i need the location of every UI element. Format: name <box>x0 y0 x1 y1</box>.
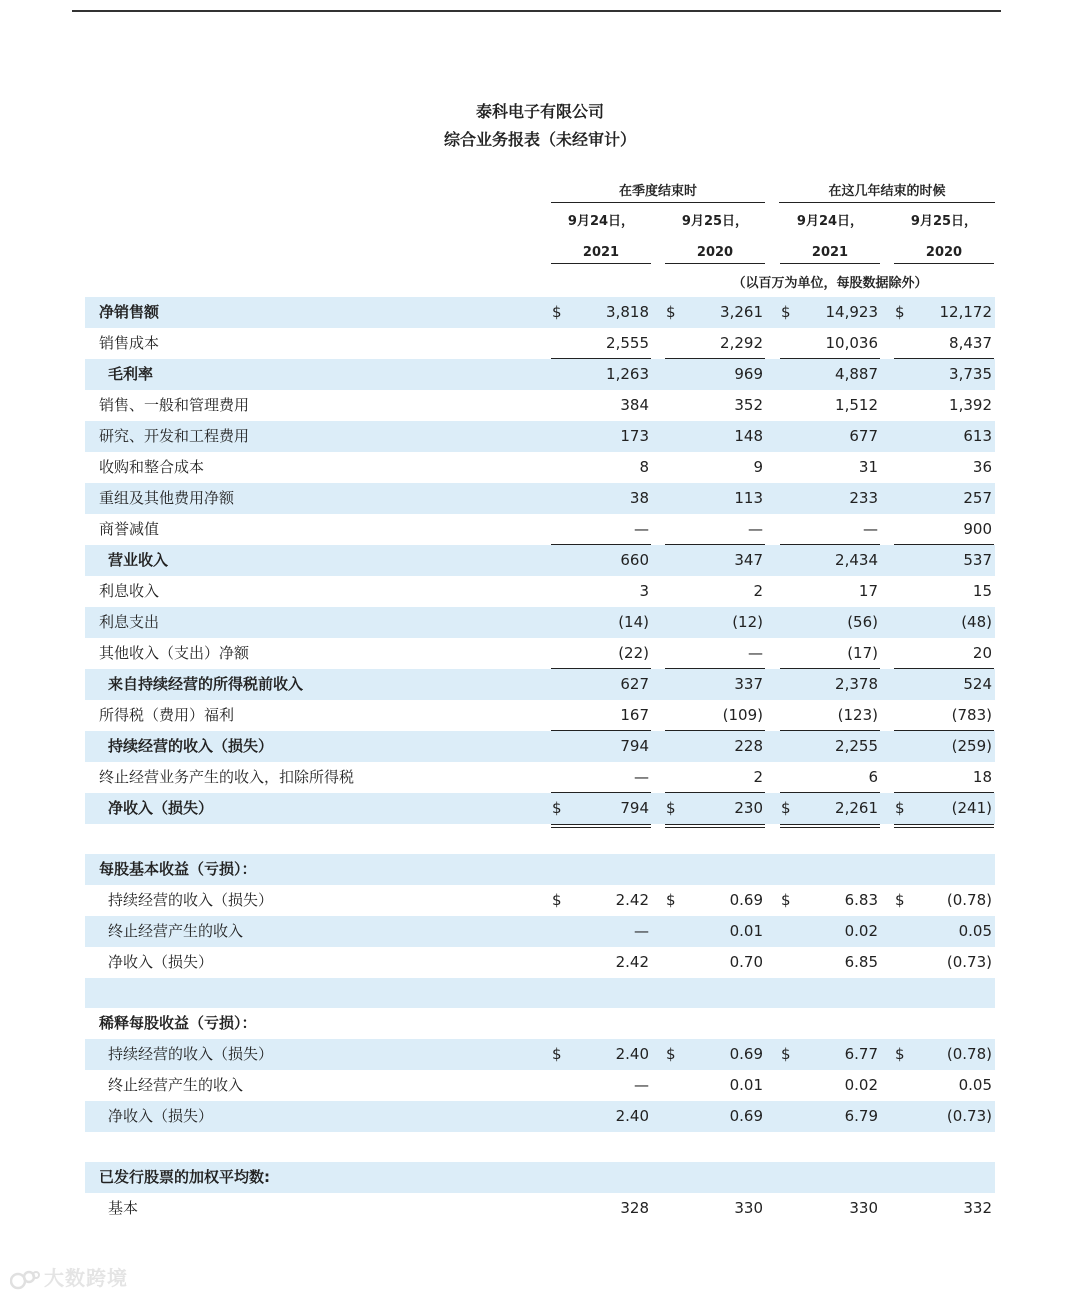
income-statement-table <box>85 297 995 1224</box>
value-cell <box>780 607 880 638</box>
table-row <box>85 297 995 328</box>
watermark <box>10 1263 128 1293</box>
cell-value: 337 <box>734 675 763 693</box>
cell-value: 15 <box>972 582 992 600</box>
value-cell <box>780 576 880 607</box>
cell-value: 3,818 <box>606 303 649 321</box>
value-cell <box>894 1162 994 1193</box>
value-cell <box>665 576 765 607</box>
spacer-row <box>85 978 995 1008</box>
value-cell <box>894 576 994 607</box>
header-group-quarter: 在季度结束时 <box>551 182 765 203</box>
spacer-row <box>85 824 995 854</box>
value-cell <box>894 1070 994 1101</box>
value-cell <box>894 514 994 545</box>
value-cell <box>894 483 994 514</box>
table-row <box>85 669 995 700</box>
value-cell <box>551 1193 651 1224</box>
value-cell <box>665 947 765 978</box>
table-row <box>85 359 995 390</box>
cell-value: — <box>634 520 649 538</box>
cell-value: 537 <box>963 551 992 569</box>
currency-symbol: $ <box>552 799 562 817</box>
cell-value: 332 <box>963 1199 992 1217</box>
table-row <box>85 1162 995 1193</box>
table-row <box>85 1070 995 1101</box>
value-cell <box>894 359 994 390</box>
row-label: 所得税（费用）福利 <box>99 706 235 724</box>
row-label: 净收入（损失） <box>108 799 214 817</box>
cell-value: — <box>748 520 763 538</box>
value-cell <box>665 483 765 514</box>
cell-value: 1,263 <box>606 365 649 383</box>
cell-value: 0.02 <box>844 922 878 940</box>
value-cell <box>551 1070 651 1101</box>
value-cell <box>551 1101 651 1132</box>
cell-value: 2,292 <box>720 334 763 352</box>
row-label: 净收入（损失） <box>108 1107 214 1125</box>
value-cell <box>780 1101 880 1132</box>
table-row <box>85 452 995 483</box>
spacer-row <box>85 1132 995 1162</box>
cell-value: (0.73) <box>946 1107 992 1125</box>
cell-value: 660 <box>620 551 649 569</box>
unit-note: （以百万为单位，每股数据除外） <box>732 276 928 291</box>
value-cell <box>665 390 765 421</box>
cell-value: 1,392 <box>949 396 992 414</box>
table-row <box>85 514 995 545</box>
header-year-col4: 2020 <box>894 243 994 264</box>
row-label: 重组及其他费用净额 <box>99 489 235 507</box>
value-cell <box>780 328 880 359</box>
report-title: 综合业务报表（未经审计） <box>443 130 636 149</box>
cell-value: — <box>863 520 878 538</box>
cell-value: 2.40 <box>615 1107 649 1125</box>
table-row <box>85 947 995 978</box>
table-row <box>85 1101 995 1132</box>
cell-value: 6.83 <box>844 891 878 909</box>
row-label: 营业收入 <box>108 551 169 569</box>
value-cell <box>894 700 994 731</box>
value-cell <box>780 483 880 514</box>
value-cell <box>551 483 651 514</box>
cell-value: 613 <box>963 427 992 445</box>
currency-symbol: $ <box>552 303 562 321</box>
cell-value: — <box>748 644 763 662</box>
row-label: 终止经营产生的收入 <box>108 922 244 940</box>
value-cell <box>551 390 651 421</box>
value-cell <box>780 1039 880 1070</box>
value-cell <box>894 452 994 483</box>
value-cell <box>665 669 765 700</box>
row-label: 销售、一般和管理费用 <box>99 396 250 414</box>
cell-value: — <box>634 922 649 940</box>
cell-value: 0.01 <box>729 1076 763 1094</box>
row-label: 终止经营产生的收入 <box>108 1076 244 1094</box>
row-label: 来自持续经营的所得税前收入 <box>108 675 304 693</box>
value-cell <box>665 1008 765 1039</box>
value-cell <box>894 1101 994 1132</box>
table-row <box>85 390 995 421</box>
value-cell <box>894 607 994 638</box>
cell-value: — <box>634 1076 649 1094</box>
currency-symbol: $ <box>666 1045 676 1063</box>
cell-value: 1,512 <box>835 396 878 414</box>
currency-symbol: $ <box>552 1045 562 1063</box>
value-cell <box>551 762 651 793</box>
row-label: 持续经营的收入（损失） <box>108 1045 274 1063</box>
value-cell <box>894 669 994 700</box>
cell-value: 0.69 <box>729 1045 763 1063</box>
value-cell <box>665 854 765 885</box>
cell-value: 10,036 <box>825 334 878 352</box>
currency-symbol: $ <box>552 891 562 909</box>
table-row <box>85 421 995 452</box>
currency-symbol: $ <box>895 891 905 909</box>
value-cell <box>551 359 651 390</box>
value-cell <box>665 1101 765 1132</box>
value-cell <box>780 421 880 452</box>
value-cell <box>780 762 880 793</box>
cell-value: 524 <box>963 675 992 693</box>
cell-value: 148 <box>734 427 763 445</box>
table-row <box>85 916 995 947</box>
cell-value: 228 <box>734 737 763 755</box>
header-date-col2: 9月25日， <box>681 214 749 229</box>
cell-value: (48) <box>961 613 992 631</box>
currency-symbol: $ <box>895 303 905 321</box>
header-year-col3: 2021 <box>780 243 880 264</box>
table-row <box>85 483 995 514</box>
row-label: 收购和整合成本 <box>99 458 205 476</box>
value-cell <box>665 359 765 390</box>
currency-symbol: $ <box>781 303 791 321</box>
cell-value: 627 <box>620 675 649 693</box>
value-cell <box>551 700 651 731</box>
table-row <box>85 854 995 885</box>
table-row <box>85 885 995 916</box>
cell-value: 900 <box>963 520 992 538</box>
cell-value: 0.05 <box>958 922 992 940</box>
value-cell <box>780 669 880 700</box>
value-cell <box>894 297 994 328</box>
value-cell <box>551 514 651 545</box>
value-cell <box>665 514 765 545</box>
value-cell <box>780 700 880 731</box>
row-label: 基本 <box>108 1199 139 1217</box>
value-cell <box>551 669 651 700</box>
value-cell <box>780 731 880 762</box>
value-cell <box>551 421 651 452</box>
value-cell <box>665 885 765 916</box>
value-cell <box>780 854 880 885</box>
row-label: 净销售额 <box>99 303 160 321</box>
cell-value: 2,555 <box>606 334 649 352</box>
cell-value: 969 <box>734 365 763 383</box>
header-date-col1: 9月24日， <box>567 214 635 229</box>
cell-value: 0.02 <box>844 1076 878 1094</box>
cell-value: 677 <box>849 427 878 445</box>
table-row <box>85 793 995 824</box>
cell-value: 167 <box>620 706 649 724</box>
currency-symbol: $ <box>666 891 676 909</box>
value-cell <box>780 452 880 483</box>
cell-value: (56) <box>847 613 878 631</box>
cell-value: 6.85 <box>844 953 878 971</box>
value-cell <box>780 1193 880 1224</box>
cell-value: 330 <box>734 1199 763 1217</box>
table-row <box>85 731 995 762</box>
brand-logo-icon <box>10 1269 40 1291</box>
value-cell <box>665 1039 765 1070</box>
value-cell <box>665 916 765 947</box>
value-cell <box>551 854 651 885</box>
cell-value: 794 <box>620 737 649 755</box>
cell-value: 3 <box>639 582 649 600</box>
table-row <box>85 1039 995 1070</box>
currency-symbol: $ <box>781 891 791 909</box>
row-label: 利息收入 <box>99 582 160 600</box>
cell-value: 352 <box>734 396 763 414</box>
value-cell <box>551 731 651 762</box>
value-cell <box>551 638 651 669</box>
table-row <box>85 607 995 638</box>
value-cell <box>894 1039 994 1070</box>
value-cell <box>894 793 994 824</box>
cell-value: (12) <box>732 613 763 631</box>
value-cell <box>780 1008 880 1039</box>
cell-value: 6.77 <box>844 1045 878 1063</box>
watermark-text: 大数跨境 <box>44 1266 128 1290</box>
value-cell <box>894 1008 994 1039</box>
value-cell <box>665 297 765 328</box>
value-cell <box>665 731 765 762</box>
value-cell <box>665 1193 765 1224</box>
cell-value: 8 <box>639 458 649 476</box>
cell-value: 330 <box>849 1199 878 1217</box>
value-cell <box>894 638 994 669</box>
table-row <box>85 576 995 607</box>
value-cell <box>551 297 651 328</box>
cell-value: 2.40 <box>615 1045 649 1063</box>
cell-value: 2 <box>753 582 763 600</box>
value-cell <box>551 885 651 916</box>
currency-symbol: $ <box>781 799 791 817</box>
value-cell <box>551 576 651 607</box>
cell-value: 113 <box>734 489 763 507</box>
table-row <box>85 328 995 359</box>
row-label: 净收入（损失） <box>108 953 214 971</box>
value-cell <box>551 916 651 947</box>
value-cell <box>894 731 994 762</box>
value-cell <box>665 762 765 793</box>
value-cell <box>780 638 880 669</box>
table-row <box>85 700 995 731</box>
table-row <box>85 545 995 576</box>
value-cell <box>894 421 994 452</box>
header-date-col4: 9月25日， <box>910 214 978 229</box>
cell-value: 18 <box>972 768 992 786</box>
cell-value: 6 <box>868 768 878 786</box>
cell-value: 3,735 <box>949 365 992 383</box>
value-cell <box>780 793 880 824</box>
row-label: 其他收入（支出）净额 <box>99 644 250 662</box>
currency-symbol: $ <box>895 1045 905 1063</box>
value-cell <box>551 1162 651 1193</box>
row-label: 稀释每股收益（亏损）： <box>99 1014 257 1032</box>
row-label: 毛利率 <box>108 365 154 383</box>
row-label: 利息支出 <box>99 613 160 631</box>
cell-value: 2,378 <box>835 675 878 693</box>
value-cell <box>665 793 765 824</box>
cell-value: 0.05 <box>958 1076 992 1094</box>
value-cell <box>551 947 651 978</box>
value-cell <box>665 1070 765 1101</box>
row-label: 持续经营的收入（损失） <box>108 737 274 755</box>
cell-value: 257 <box>963 489 992 507</box>
value-cell <box>780 916 880 947</box>
cell-value: 6.79 <box>844 1107 878 1125</box>
cell-value: 12,172 <box>939 303 992 321</box>
value-cell <box>665 452 765 483</box>
cell-value: (259) <box>951 737 992 755</box>
table-row <box>85 1008 995 1039</box>
cell-value: 2,434 <box>835 551 878 569</box>
currency-symbol: $ <box>666 799 676 817</box>
value-cell <box>894 947 994 978</box>
value-cell <box>551 1039 651 1070</box>
cell-value: (17) <box>847 644 878 662</box>
cell-value: 384 <box>620 396 649 414</box>
value-cell <box>665 328 765 359</box>
cell-value: 233 <box>849 489 878 507</box>
cell-value: 20 <box>972 644 992 662</box>
value-cell <box>780 297 880 328</box>
cell-value: (14) <box>618 613 649 631</box>
row-label: 终止经营业务产生的收入，扣除所得税 <box>99 768 355 786</box>
cell-value: (783) <box>951 706 992 724</box>
value-cell <box>665 1162 765 1193</box>
value-cell <box>894 916 994 947</box>
table-row <box>85 1193 995 1224</box>
value-cell <box>894 854 994 885</box>
row-label: 持续经营的收入（损失） <box>108 891 274 909</box>
cell-value: 2 <box>753 768 763 786</box>
cell-value: 0.69 <box>729 1107 763 1125</box>
value-cell <box>665 607 765 638</box>
value-cell <box>665 421 765 452</box>
row-label: 销售成本 <box>99 334 160 352</box>
value-cell <box>780 1070 880 1101</box>
value-cell <box>780 545 880 576</box>
value-cell <box>780 947 880 978</box>
table-row <box>85 762 995 793</box>
value-cell <box>551 545 651 576</box>
cell-value: 2.42 <box>615 891 649 909</box>
cell-value: 2,261 <box>835 799 878 817</box>
value-cell <box>780 1162 880 1193</box>
cell-value: 36 <box>972 458 992 476</box>
value-cell <box>665 545 765 576</box>
value-cell <box>551 793 651 824</box>
row-label: 已发行股票的加权平均数: <box>99 1168 270 1186</box>
cell-value: (0.78) <box>946 1045 992 1063</box>
row-label: 商誉减值 <box>99 520 160 538</box>
cell-value: 347 <box>734 551 763 569</box>
cell-value: (0.73) <box>946 953 992 971</box>
table-row <box>85 638 995 669</box>
header-group-year: 在这几年结束的时候 <box>779 182 995 203</box>
value-cell <box>780 514 880 545</box>
value-cell <box>665 638 765 669</box>
row-label: 每股基本收益（亏损）： <box>99 860 257 878</box>
cell-value: (241) <box>951 799 992 817</box>
cell-value: 17 <box>858 582 878 600</box>
cell-value: (123) <box>837 706 878 724</box>
cell-value: 2.42 <box>615 953 649 971</box>
cell-value: 328 <box>620 1199 649 1217</box>
cell-value: 38 <box>629 489 649 507</box>
cell-value: — <box>634 768 649 786</box>
value-cell <box>894 328 994 359</box>
cell-value: 0.69 <box>729 891 763 909</box>
value-cell <box>551 1008 651 1039</box>
value-cell <box>665 700 765 731</box>
cell-value: 9 <box>753 458 763 476</box>
cell-value: (0.78) <box>946 891 992 909</box>
currency-symbol: $ <box>666 303 676 321</box>
value-cell <box>551 607 651 638</box>
value-cell <box>780 390 880 421</box>
value-cell <box>894 390 994 421</box>
cell-value: 4,887 <box>835 365 878 383</box>
cell-value: 2,255 <box>835 737 878 755</box>
header-year-col1: 2021 <box>551 243 651 264</box>
company-name: 泰科电子有限公司 <box>475 102 604 121</box>
currency-symbol: $ <box>781 1045 791 1063</box>
cell-value: (22) <box>618 644 649 662</box>
top-rule <box>72 10 1001 12</box>
row-label: 研究、开发和工程费用 <box>99 427 250 445</box>
cell-value: 3,261 <box>720 303 763 321</box>
value-cell <box>894 762 994 793</box>
value-cell <box>551 452 651 483</box>
value-cell <box>894 1193 994 1224</box>
cell-value: 0.70 <box>729 953 763 971</box>
cell-value: 8,437 <box>949 334 992 352</box>
cell-value: (109) <box>722 706 763 724</box>
cell-value: 230 <box>734 799 763 817</box>
value-cell <box>780 885 880 916</box>
cell-value: 794 <box>620 799 649 817</box>
value-cell <box>780 359 880 390</box>
value-cell <box>894 545 994 576</box>
cell-value: 0.01 <box>729 922 763 940</box>
currency-symbol: $ <box>895 799 905 817</box>
header-date-col3: 9月24日， <box>796 214 864 229</box>
value-cell <box>894 885 994 916</box>
cell-value: 31 <box>858 458 878 476</box>
value-cell <box>551 328 651 359</box>
cell-value: 173 <box>620 427 649 445</box>
cell-value: 14,923 <box>825 303 878 321</box>
header-year-col2: 2020 <box>665 243 765 264</box>
